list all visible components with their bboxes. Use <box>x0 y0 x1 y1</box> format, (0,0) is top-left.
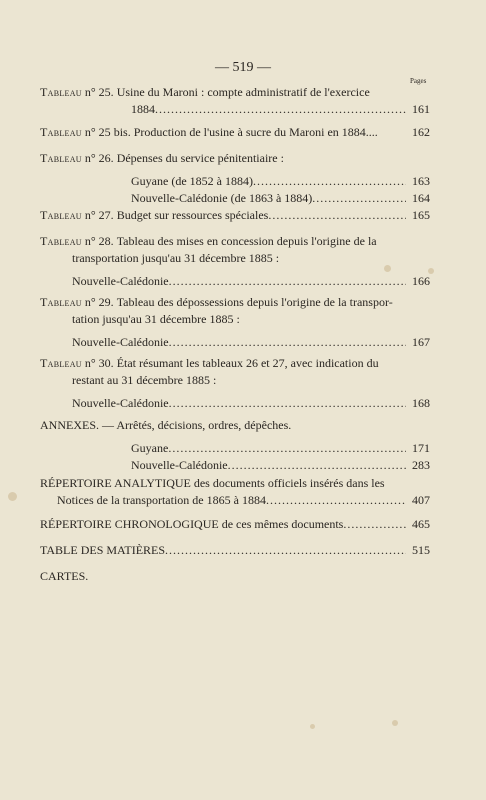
sub-entry-label: Nouvelle-Calédonie <box>72 396 169 410</box>
toc-entry-repertoire-chronologique <box>40 516 430 533</box>
entry-page: 162 <box>412 125 430 139</box>
toc-entry-tableau-29 <box>40 294 430 351</box>
entry-page: 283 <box>412 458 430 472</box>
entry-title: Budget sur ressources spéciales <box>116 208 269 222</box>
page-number: — 519 — <box>215 60 271 75</box>
toc-entry-annexes <box>40 417 430 474</box>
entry-title-cont: transportation jusqu'au 31 décembre 1885 : <box>72 251 280 265</box>
entry-title: CARTES. <box>40 569 89 583</box>
entry-page: 163 <box>412 174 430 188</box>
entry-page: 465 <box>412 517 430 531</box>
entry-title: Tableau des dépossessions depuis l'origine de la transpor- <box>116 295 393 309</box>
entry-number: n° 26. <box>84 151 114 165</box>
entry-title: Tableau des mises en concession depuis l'origine de la <box>116 234 377 248</box>
entry-number: n° 25 <box>84 125 111 139</box>
entry-title: État résumant les tableaux 26 et 27, avec indication du <box>116 356 379 370</box>
entry-page: 515 <box>412 543 430 557</box>
sub-entry-label: Guyane <box>131 441 169 455</box>
entry-title: TABLE DES MATIÈRES <box>40 543 166 557</box>
entry-title-cont: 1884 <box>131 102 155 116</box>
entry-title: RÉPERTOIRE CHRONOLOGIQUE de ces mêmes documents <box>40 517 344 531</box>
toc-entry-cartes <box>40 568 430 585</box>
entry-title: Dépenses du service pénitentiaire : <box>116 151 284 165</box>
toc-entry-repertoire-analytique <box>40 475 430 509</box>
entry-title: bis. Production de l'usine à sucre du Maroni en 1884.... <box>113 125 378 139</box>
entry-number: n° 29. <box>84 295 114 309</box>
entry-prefix: Tableau <box>40 208 82 222</box>
entry-page: 168 <box>412 396 430 410</box>
toc-entry-tableau-26 <box>40 150 430 207</box>
entry-page: 165 <box>412 208 430 222</box>
toc-entry-tableau-28 <box>40 233 430 290</box>
toc-entry-tableau-25 <box>40 84 430 118</box>
entry-page: 164 <box>412 191 430 205</box>
entry-page: 161 <box>412 102 430 116</box>
toc-entry-tableau-25-bis <box>40 124 430 141</box>
toc-entry-table-des-matieres <box>40 542 430 559</box>
entry-title-cont: Notices de la transportation de 1865 à 1884 <box>57 493 266 507</box>
entry-number: n° 27. <box>84 208 114 222</box>
entry-prefix: Tableau <box>40 234 82 248</box>
entry-title-cont: restant au 31 décembre 1885 : <box>72 373 217 387</box>
entry-title: RÉPERTOIRE ANALYTIQUE des documents officiels insérés dans les <box>40 476 385 490</box>
toc-entry-tableau-27 <box>40 207 430 224</box>
entry-number: n° 30. <box>84 356 114 370</box>
entry-title: ANNEXES. — Arrêtés, décisions, ordres, dépêches. <box>40 418 292 432</box>
sub-entry-label: Guyane (de 1852 à 1884) <box>131 174 253 188</box>
sub-entry-label: Nouvelle-Calédonie <box>72 335 169 349</box>
entry-title-cont: tation jusqu'au 31 décembre 1885 : <box>72 312 240 326</box>
entry-number: n° 28. <box>84 234 114 248</box>
paper-stain <box>428 268 434 274</box>
entry-prefix: Tableau <box>40 295 82 309</box>
paper-stain <box>310 724 315 729</box>
paper-stain <box>8 492 17 501</box>
sub-entry-label: Nouvelle-Calédonie (de 1863 à 1884) <box>131 191 313 205</box>
entry-number: n° 25. <box>84 85 114 99</box>
sub-entry-label: Nouvelle-Calédonie <box>72 274 169 288</box>
entry-page: 166 <box>412 274 430 288</box>
entry-prefix: Tableau <box>40 151 82 165</box>
entry-page: 167 <box>412 335 430 349</box>
paper-stain <box>392 720 398 726</box>
entry-prefix: Tableau <box>40 356 82 370</box>
paper-stain <box>384 265 391 272</box>
entry-page: 407 <box>412 493 430 507</box>
entry-page: 171 <box>412 441 430 455</box>
pages-column-label: Pages <box>410 77 427 85</box>
entry-title: Usine du Maroni : compte administratif de l'exercice <box>116 85 370 99</box>
sub-entry-label: Nouvelle-Calédonie <box>131 458 228 472</box>
toc-entry-tableau-30 <box>40 355 430 412</box>
entry-prefix: Tableau <box>40 125 82 139</box>
entry-prefix: Tableau <box>40 85 82 99</box>
